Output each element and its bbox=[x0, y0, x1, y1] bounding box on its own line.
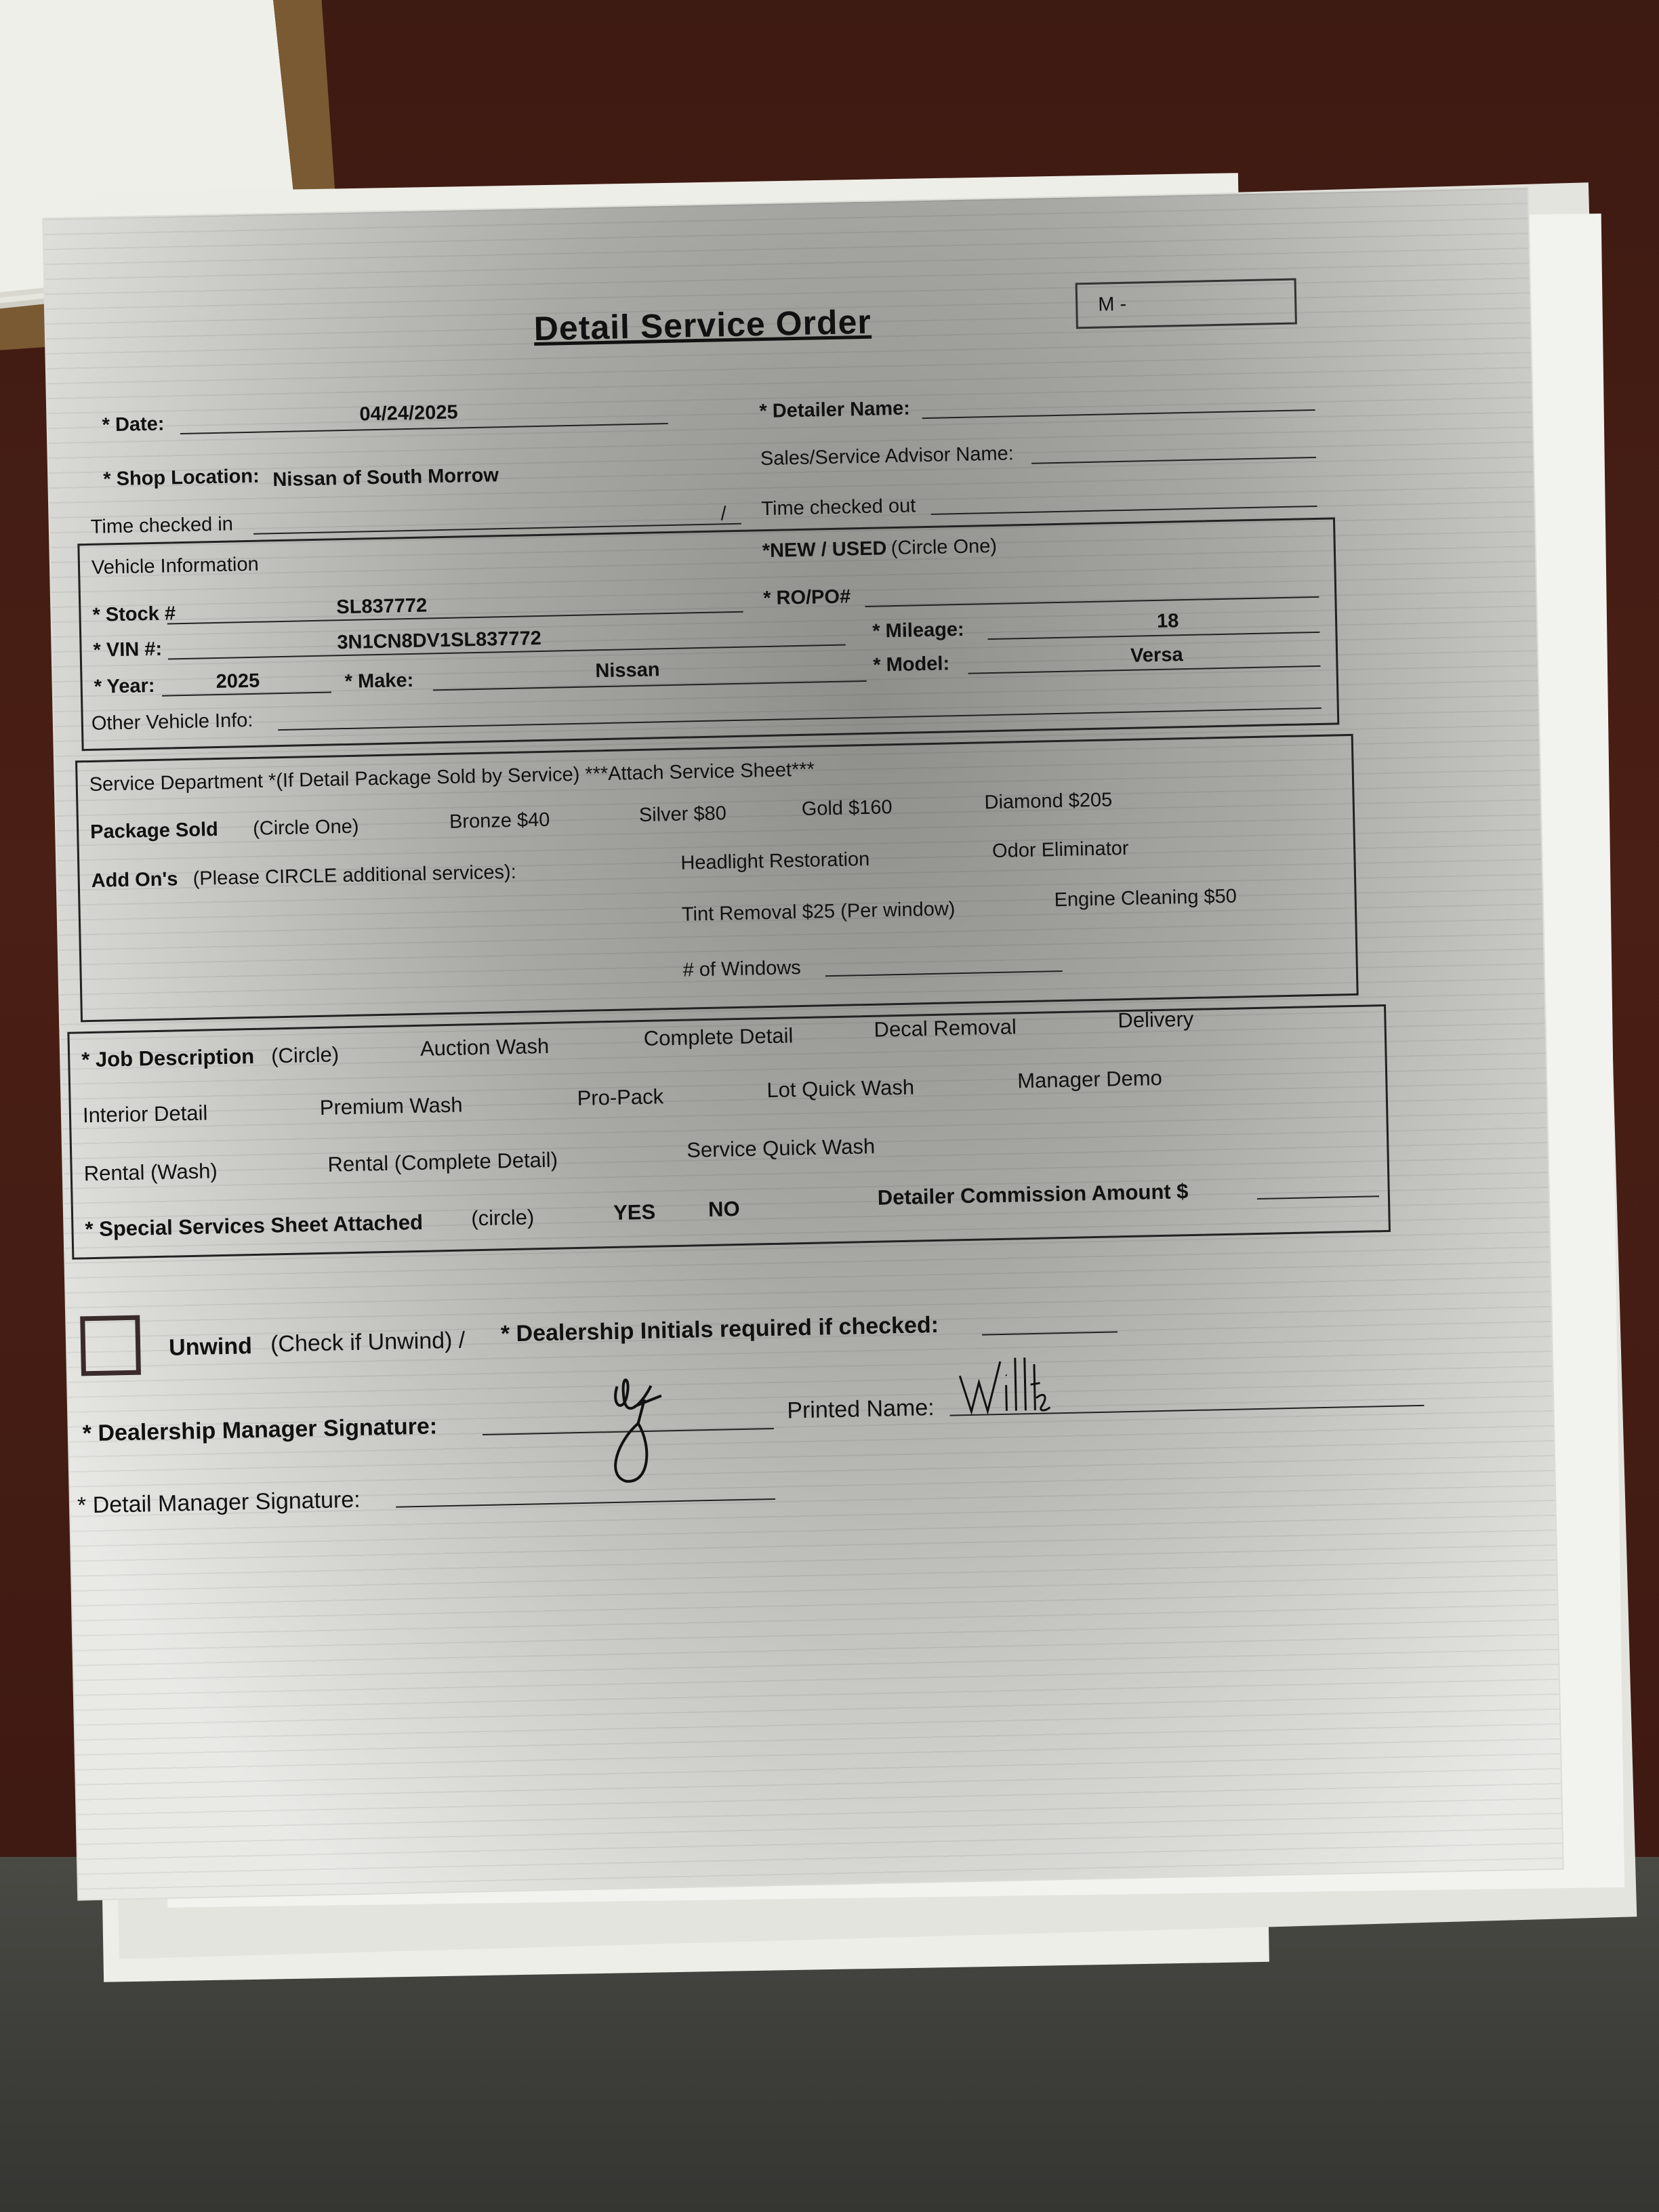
vin-label: * VIN #: bbox=[93, 638, 163, 661]
detail-service-order-sheet bbox=[43, 188, 1562, 1899]
year-label: * Year: bbox=[94, 674, 155, 698]
new-used-label[interactable]: *NEW / USED bbox=[762, 537, 887, 562]
shop-location-value: Nissan of South Morrow bbox=[272, 464, 499, 491]
job-description-label: * Job Description bbox=[81, 1044, 255, 1072]
addon-engine[interactable]: Engine Cleaning $50 bbox=[1054, 885, 1237, 912]
form-title: Detail Service Order bbox=[533, 302, 872, 348]
special-no[interactable]: NO bbox=[708, 1197, 740, 1221]
service-header: Service Department *(If Detail Package Sold by Service) ***Attach Service Sheet*** bbox=[89, 758, 815, 796]
vehicle-info-label: Vehicle Information bbox=[91, 553, 260, 579]
package-bronze[interactable]: Bronze $40 bbox=[449, 808, 550, 833]
unwind-hint: (Check if Unwind) / bbox=[270, 1327, 466, 1357]
ro-po-label: * RO/PO# bbox=[762, 586, 851, 610]
job-pro-pack[interactable]: Pro-Pack bbox=[577, 1084, 664, 1110]
special-services-hint: (circle) bbox=[470, 1205, 535, 1231]
detail-manager-signature-label: * Detail Manager Signature: bbox=[77, 1486, 361, 1519]
package-sold-label: Package Sold bbox=[89, 819, 219, 843]
addon-odor[interactable]: Odor Eliminator bbox=[991, 837, 1129, 863]
new-used-hint: (Circle One) bbox=[890, 535, 998, 560]
advisor-name-label: Sales/Service Advisor Name: bbox=[760, 443, 1015, 470]
job-lot-quick-wash[interactable]: Lot Quick Wash bbox=[766, 1075, 915, 1103]
job-service-quick-wash[interactable]: Service Quick Wash bbox=[686, 1134, 876, 1162]
printed-name-label: Printed Name: bbox=[786, 1395, 935, 1424]
make-label: * Make: bbox=[344, 669, 414, 693]
initials-label: * Dealership Initials required if checked: bbox=[500, 1311, 939, 1347]
mileage-value: 18 bbox=[1156, 610, 1179, 632]
job-rental-complete[interactable]: Rental (Complete Detail) bbox=[327, 1147, 558, 1176]
initials-field[interactable] bbox=[982, 1331, 1118, 1335]
job-rental-wash[interactable]: Rental (Wash) bbox=[83, 1159, 218, 1186]
shop-location-label: * Shop Location: bbox=[103, 465, 260, 491]
make-value: Nissan bbox=[595, 659, 660, 682]
job-manager-demo[interactable]: Manager Demo bbox=[1017, 1065, 1163, 1093]
stock-value: SL837772 bbox=[336, 594, 428, 619]
printed-name-handwriting bbox=[956, 1350, 1052, 1416]
detailer-name-field[interactable] bbox=[922, 409, 1315, 419]
special-services-label: * Special Services Sheet Attached bbox=[85, 1210, 424, 1242]
addons-label: Add On's bbox=[91, 868, 178, 892]
stock-label: * Stock # bbox=[92, 602, 176, 626]
commission-label: Detailer Commission Amount $ bbox=[877, 1179, 1189, 1210]
unwind-checkbox[interactable] bbox=[80, 1315, 141, 1376]
time-slash: / bbox=[720, 503, 726, 525]
dealership-manager-signature-label: * Dealership Manager Signature: bbox=[82, 1413, 438, 1447]
detail-manager-signature-field[interactable] bbox=[396, 1498, 775, 1508]
job-interior-detail[interactable]: Interior Detail bbox=[82, 1101, 208, 1128]
time-in-label: Time checked in bbox=[90, 513, 234, 538]
advisor-name-field[interactable] bbox=[1031, 457, 1316, 464]
job-complete-detail[interactable]: Complete Detail bbox=[643, 1023, 794, 1050]
package-silver[interactable]: Silver $80 bbox=[638, 802, 727, 826]
time-out-field[interactable] bbox=[931, 506, 1317, 515]
mileage-label: * Mileage: bbox=[872, 618, 964, 642]
windows-label: # of Windows bbox=[682, 957, 802, 981]
unwind-label: Unwind bbox=[168, 1333, 253, 1361]
other-info-label: Other Vehicle Info: bbox=[91, 709, 253, 735]
m-number-label: M - bbox=[1097, 293, 1127, 316]
m-number-box[interactable] bbox=[1076, 279, 1297, 329]
time-out-label: Time checked out bbox=[761, 495, 916, 520]
date-value: 04/24/2025 bbox=[359, 401, 458, 426]
model-value: Versa bbox=[1130, 644, 1183, 667]
special-yes[interactable]: YES bbox=[613, 1200, 656, 1225]
addon-tint[interactable]: Tint Removal $25 (Per window) bbox=[681, 898, 956, 926]
job-description-hint: (Circle) bbox=[270, 1042, 340, 1068]
job-auction-wash[interactable]: Auction Wash bbox=[419, 1033, 550, 1061]
addon-headlight[interactable]: Headlight Restoration bbox=[680, 848, 870, 874]
year-value: 2025 bbox=[216, 670, 260, 693]
package-gold[interactable]: Gold $160 bbox=[801, 796, 893, 820]
date-field[interactable] bbox=[180, 423, 668, 434]
job-premium-wash[interactable]: Premium Wash bbox=[319, 1092, 463, 1120]
package-diamond[interactable]: Diamond $205 bbox=[984, 789, 1113, 814]
date-label: * Date: bbox=[102, 413, 165, 436]
job-decal-removal[interactable]: Decal Removal bbox=[874, 1015, 1017, 1042]
dealership-manager-signature bbox=[596, 1358, 687, 1489]
vehicle-info-box bbox=[77, 517, 1339, 751]
addons-hint: (Please CIRCLE additional services): bbox=[192, 861, 517, 890]
package-sold-hint: (Circle One) bbox=[252, 815, 359, 840]
job-delivery[interactable]: Delivery bbox=[1118, 1006, 1194, 1033]
vin-value: 3N1CN8DV1SL837772 bbox=[337, 627, 542, 654]
detailer-name-label: * Detailer Name: bbox=[759, 397, 911, 423]
model-label: * Model: bbox=[872, 653, 950, 676]
